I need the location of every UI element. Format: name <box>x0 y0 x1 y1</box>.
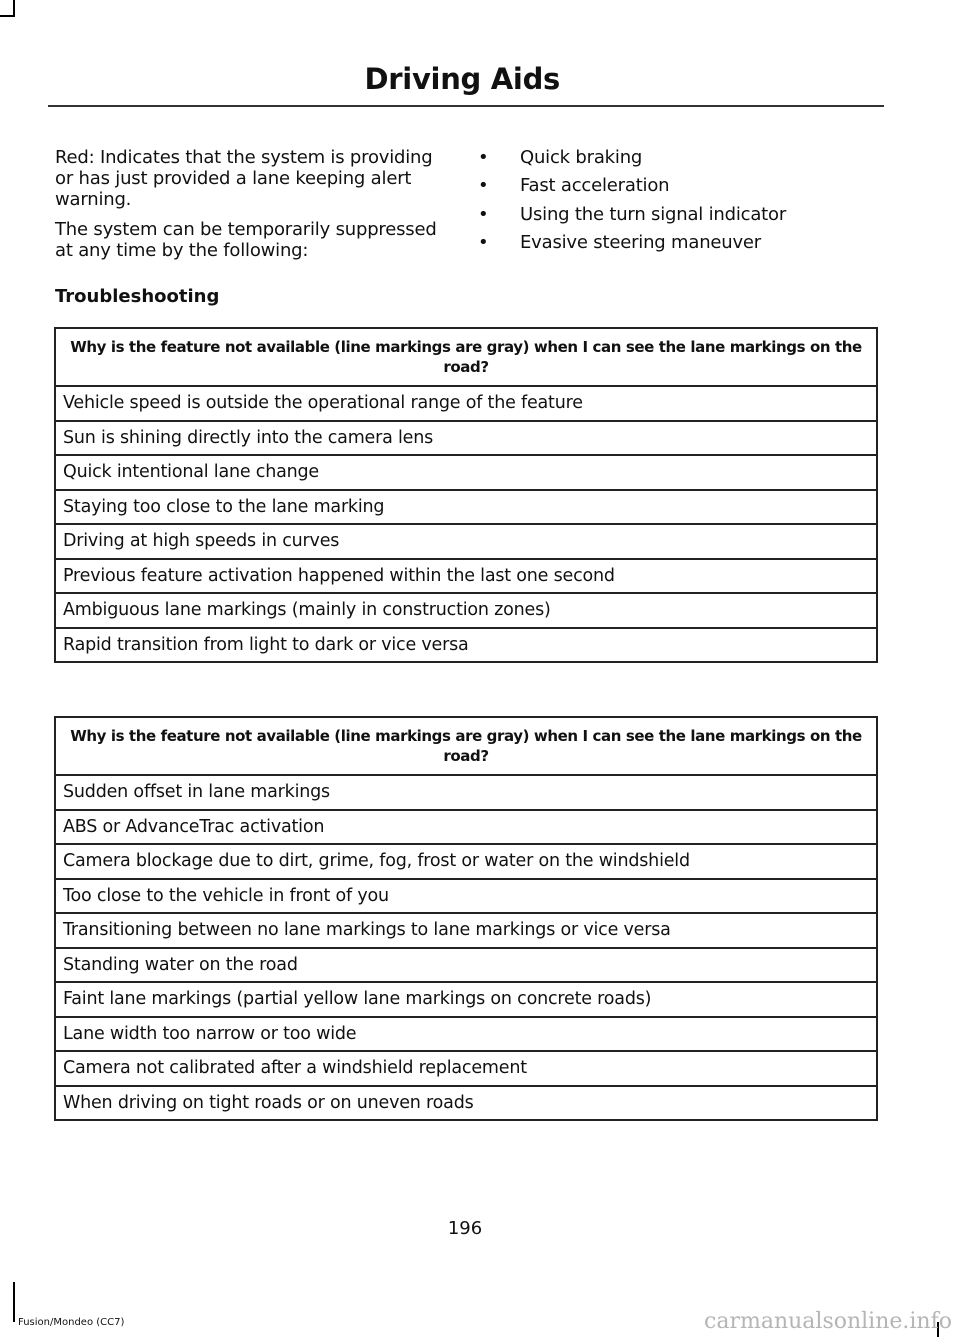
page-number: 196 <box>447 1218 483 1239</box>
intro-paragraph: The system can be temporarily suppressed at any time by the following: <box>55 219 437 261</box>
table-cell: Camera blockage due to dirt, grime, fog, frost or water on the windshield <box>55 844 877 879</box>
table-row <box>55 948 877 983</box>
table-header: Why is the feature not available (line markings are gray) when I can see the lane markings on the road? <box>55 717 877 775</box>
table-cell: Too close to the vehicle in front of you <box>55 879 877 914</box>
list-item <box>478 175 878 203</box>
intro-paragraph: Red: Indicates that the system is providing or has just provided a lane keeping alert warning. <box>55 147 433 210</box>
bullet-icon: • <box>478 203 489 225</box>
page-title: Driving Aids <box>364 62 560 96</box>
table-cell: ABS or AdvanceTrac activation <box>55 810 877 845</box>
list-item-label: Using the turn signal indicator <box>520 203 787 225</box>
list-item-label: Fast acceleration <box>520 175 670 197</box>
table-row <box>55 559 877 594</box>
table-row <box>55 490 877 525</box>
footer-model-label: Fusion/Mondeo (CC7) <box>18 1317 125 1328</box>
list-item <box>478 147 878 175</box>
table-cell: Vehicle speed is outside the operational range of the feature <box>55 386 877 421</box>
list-item <box>478 204 878 232</box>
table-cell: Faint lane markings (partial yellow lane markings on concrete roads) <box>55 982 877 1017</box>
table-cell: Ambiguous lane markings (mainly in construction zones) <box>55 593 877 628</box>
table-row <box>55 1086 877 1121</box>
troubleshooting-table-2 <box>54 716 878 1121</box>
crop-mark-top-left <box>0 15 15 17</box>
troubleshooting-table-1 <box>54 327 878 663</box>
list-item <box>478 232 878 260</box>
table-cell: Driving at high speeds in curves <box>55 524 877 559</box>
table-row <box>55 913 877 948</box>
watermark: carmanualsonline.info <box>704 1309 952 1334</box>
table-cell: Transitioning between no lane markings to lane markings or vice versa <box>55 913 877 948</box>
table-row <box>55 844 877 879</box>
table-cell: Sun is shining directly into the camera lens <box>55 421 877 456</box>
table-row <box>55 810 877 845</box>
intro-text-column <box>55 147 455 270</box>
table-row <box>55 455 877 490</box>
bullet-icon: • <box>478 175 489 197</box>
crop-mark-bottom-left <box>13 1282 15 1322</box>
suppression-list <box>478 147 878 260</box>
table-row <box>55 524 877 559</box>
list-item-label: Evasive steering maneuver <box>520 231 762 253</box>
header-divider <box>48 105 884 107</box>
table-row <box>55 982 877 1017</box>
section-heading: Troubleshooting <box>55 286 220 307</box>
table-row <box>55 421 877 456</box>
table-cell: Camera not calibrated after a windshield replacement <box>55 1051 877 1086</box>
table-cell: Sudden offset in lane markings <box>55 775 877 810</box>
table-row <box>55 593 877 628</box>
table-row <box>55 775 877 810</box>
bullet-icon: • <box>478 147 489 168</box>
table-cell: Staying too close to the lane marking <box>55 490 877 525</box>
table-cell: Quick intentional lane change <box>55 455 877 490</box>
list-item-label: Quick braking <box>520 147 643 168</box>
table-row <box>55 879 877 914</box>
table-row <box>55 628 877 663</box>
table-row <box>55 386 877 421</box>
table-cell: Previous feature activation happened within the last one second <box>55 559 877 594</box>
table-cell: When driving on tight roads or on uneven roads <box>55 1086 877 1121</box>
table-row <box>55 1017 877 1052</box>
table-cell: Standing water on the road <box>55 948 877 983</box>
table-cell: Rapid transition from light to dark or vice versa <box>55 628 877 663</box>
table-row <box>55 1051 877 1086</box>
table-cell: Lane width too narrow or too wide <box>55 1017 877 1052</box>
table-header: Why is the feature not available (line markings are gray) when I can see the lane markings on the road? <box>55 328 877 386</box>
bullet-icon: • <box>478 231 489 253</box>
